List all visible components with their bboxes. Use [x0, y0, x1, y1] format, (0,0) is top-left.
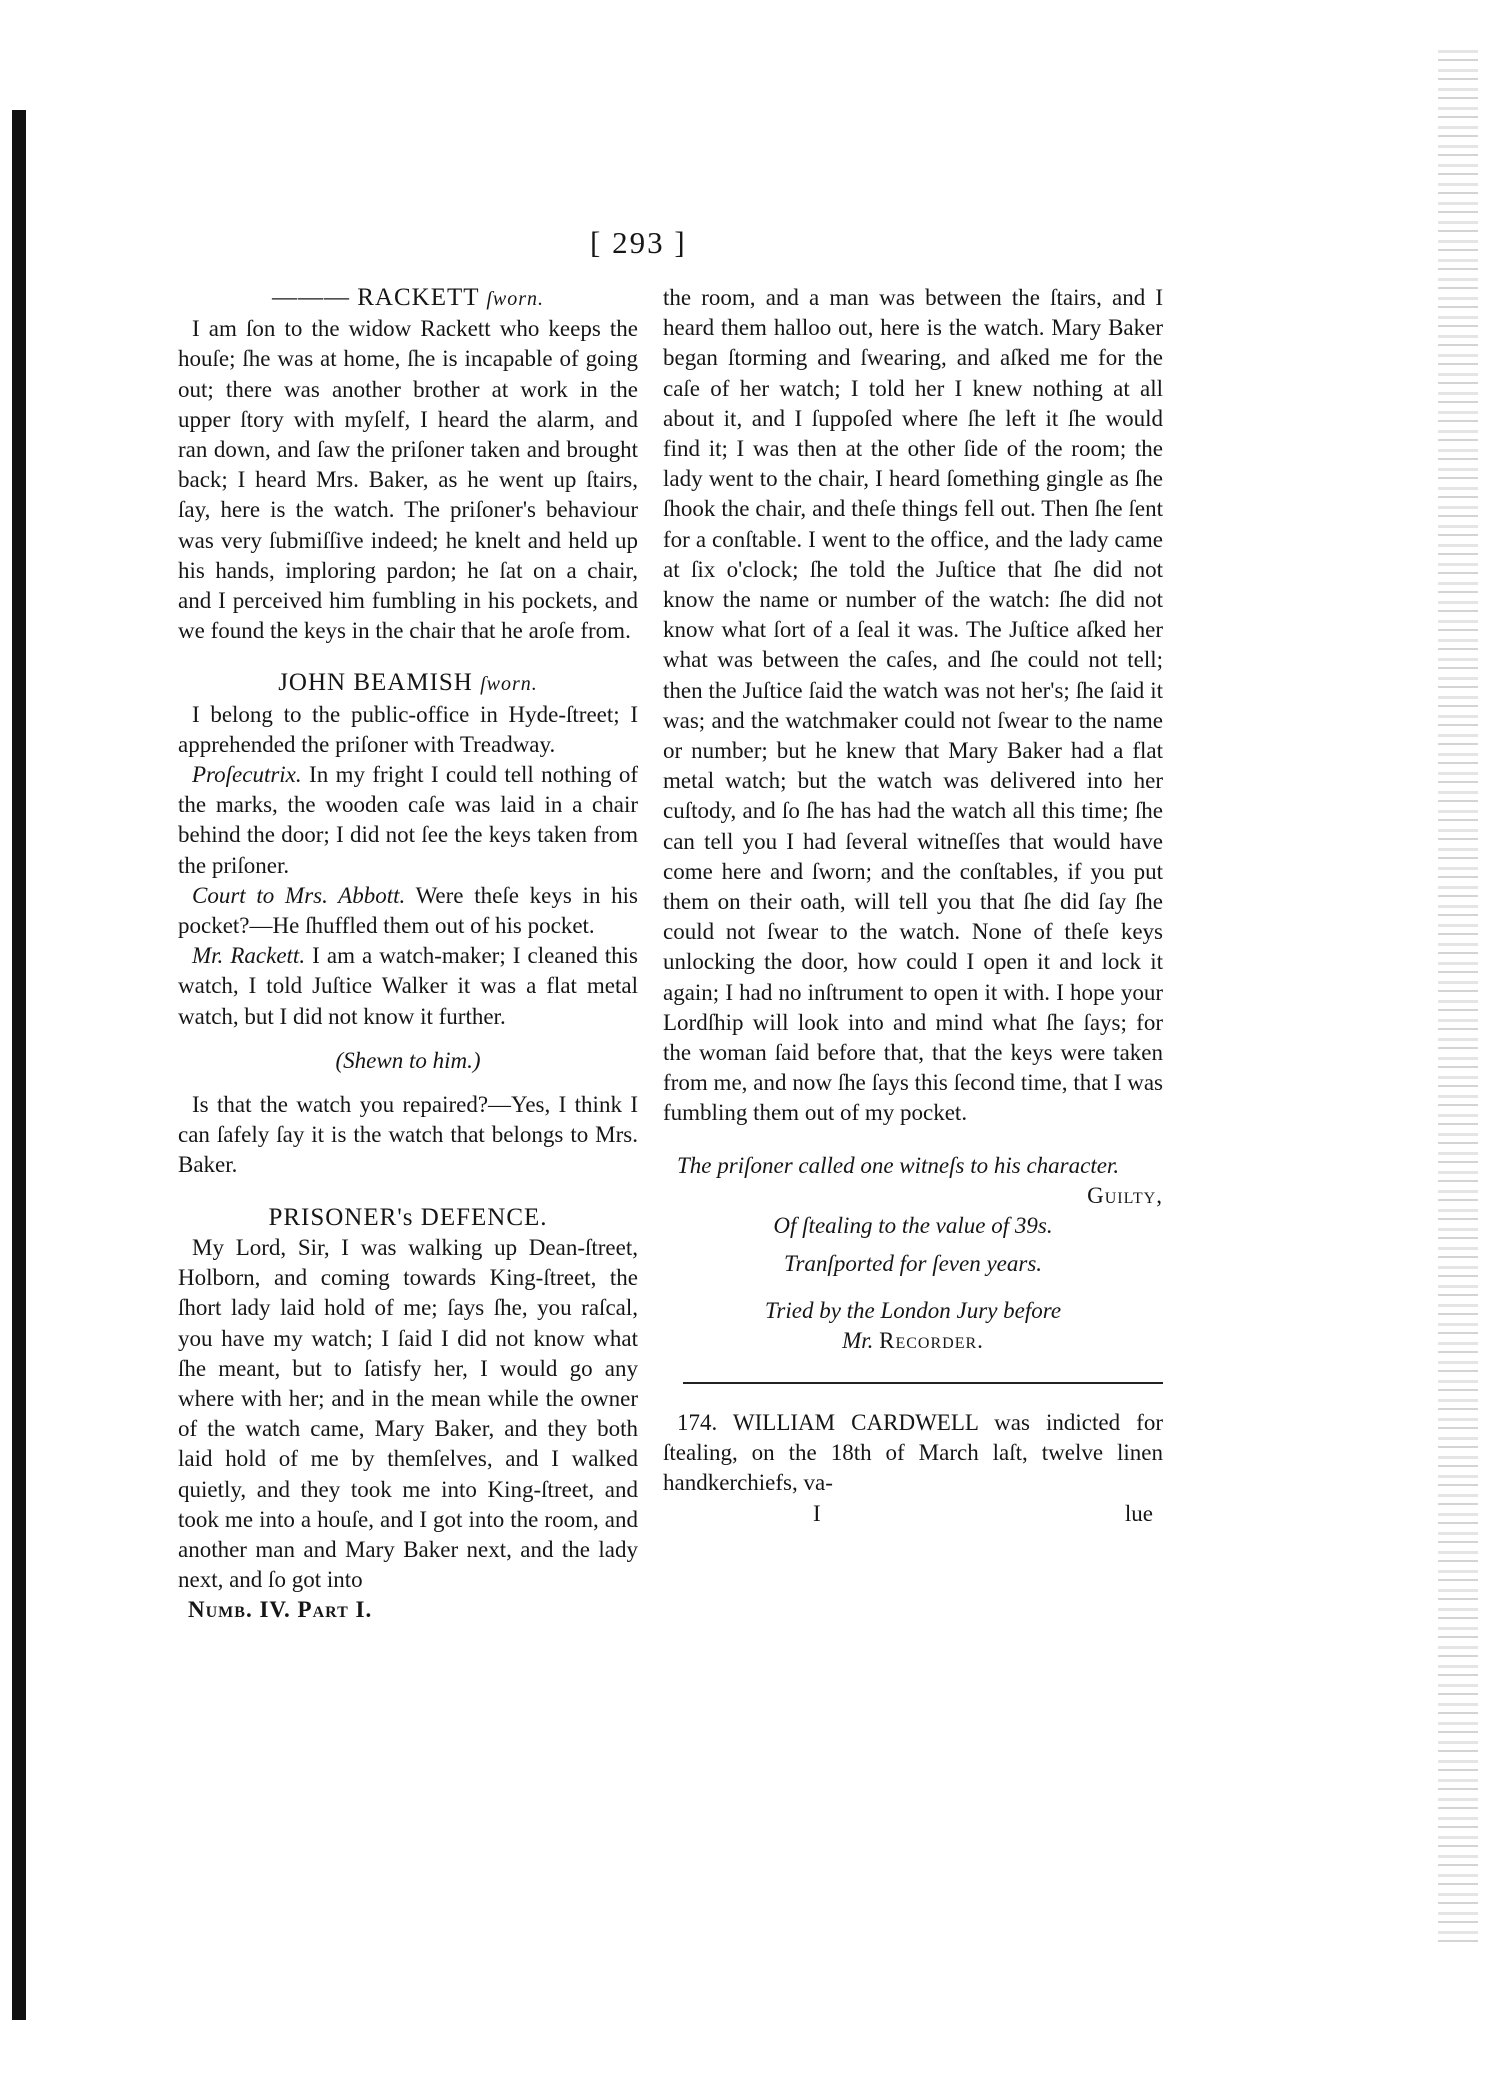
next-case-indictment: 174. WILLIAM CARDWELL was indicted for ſtealing, on the 18th of March laſt, twelve linen handkerchiefs, va-: [663, 1409, 1163, 1496]
defence-continued: the room, and a man was between the ſtairs, and I heard them halloo out, here is the watch. Mary Baker began ſtorming and ſwearing, and aſked me for the caſe of her watch; I told her I knew nothing at all about it, and I ſuppoſed where ſhe left it ſhe would find it; I was then at the other ſide of the room; the lady went to the chair, I heard ſomething gingle as ſhe ſhook the chair, and theſe things fell out. Then ſhe ſent for a conſtable. I went to the office, and the lady came at ſix o'clock; ſhe told the Juſtice that ſhe did not know the name or number of the watch: ſhe did not know what ſort of a ſeal it was. The Juſtice aſked her what was between the caſes, and ſhe could not tell; then the Juſtice ſaid the watch was not her's; ſhe ſaid it was; and the watchmaker could not ſwear to the name or number; but he knew that Mary Baker had a flat metal watch; but the watch was delivered into her cuſtody, and ſo ſhe has had the watch all this time; ſhe can tell you I had ſeveral witneſſes that would have come here and ſworn; and the conſtables, if you put them on their oath, will tell you that ſhe did ſay ſhe could not ſwear to the watch. None of theſe keys unlocking the door, how could I open it and lock it again; I had no inſtrument to open it with. I hope your Lordſhip will look into and mind what ſhe ſays; for the woman ſaid before that, that the keys were taken from me, and now ſhe ſays this ſecond time, that I was fumbling them out of my pocket.: [663, 285, 1163, 1126]
beamish-testimony: I belong to the public-office in Hyde-ſtreet; I apprehended the priſoner with Treadway.: [178, 701, 638, 757]
defence-text: My Lord, Sir, I was walking up Dean-ſtreet, Holborn, and coming towards King-ſtreet, the ſhort lady laid hold of me; ſays ſhe, you raſcal, you have my watch; I ſaid I did not know what ſhe meant, but to ſatisfy her, I would go any where with her; and in the mean while the owner of the watch came, Mary Baker, and they both laid hold of me by themſelves, and I walked quietly, and they took me into King-ſtreet, and took me into a houſe, and I got into the room, and another man and Mary Baker next, and the lady next, and ſo got into: [178, 1234, 638, 1593]
catchword: lue: [1124, 1500, 1153, 1526]
signature-mark: Numb. IV. Part I.: [188, 1597, 373, 1623]
rackett-testimony: I am ſon to the widow Rackett who keeps the houſe; ſhe was at home, ſhe is incapable of going out; there was another brother at work in the upper ſtory with myſelf, I heard the alarm, and ran down, and ſaw the priſoner taken and brought back; I heard Mrs. Baker, as he went up ſtairs, ſay, here is the watch. The priſoner's behaviour was very ſubmiſſive indeed; he knelt and held up his hands, imploring pardon; he ſat on a chair, and I perceived him fumbling in his pockets, and we found the keys in the chair that he aroſe from.: [178, 316, 638, 644]
page-number: [ 293 ]: [590, 225, 687, 260]
mr-rackett-statement: Mr. Rackett. I am a watch-maker; I cleaned this watch, I told Juſtice Walker it was a flat metal watch, but I did not know it further.: [178, 943, 639, 1029]
rackett-heading: ——— RACKETT ſworn.: [271, 284, 544, 311]
tried-line: Tried by the London Jury before: [764, 1297, 1062, 1323]
prosecutrix-statement: Proſecutrix. In my fright I could tell nothing of the marks, the wooden caſe was laid in a chair behind the door; I did not ſee the keys taken from the priſoner.: [178, 762, 638, 878]
shewn-note: (Shewn to him.): [335, 1047, 481, 1073]
court-question: Court to Mrs. Abbott. Were theſe keys in his pocket?—He ſhuffled them out of his pocket.: [178, 882, 639, 939]
character-note: The priſoner called one witneſs to his character.: [677, 1152, 1120, 1178]
binding-shadow: [12, 110, 26, 2020]
repaired-answer: Is that the watch you repaired?—Yes, I think I can ſafely ſay it is the watch that belongs to Mrs. Baker.: [178, 1092, 638, 1178]
defence-heading: PRISONER's DEFENCE.: [268, 1203, 548, 1231]
case-divider: [683, 1382, 1163, 1384]
stealing-value: Of ſtealing to the value of 39s.: [773, 1213, 1053, 1239]
verdict: Guilty,: [1087, 1182, 1163, 1208]
tried-before: Mr. Recorder.: [842, 1327, 984, 1353]
left-column: [178, 283, 638, 1626]
sentence: Tranſported for ſeven years.: [783, 1251, 1043, 1277]
beamish-heading: JOHN BEAMISH ſworn.: [278, 669, 538, 697]
signature-letter: I: [813, 1500, 821, 1526]
catchword-line: [663, 1499, 1163, 1529]
right-column: [663, 283, 1163, 1529]
page-edge-shadow: [1438, 50, 1478, 1950]
